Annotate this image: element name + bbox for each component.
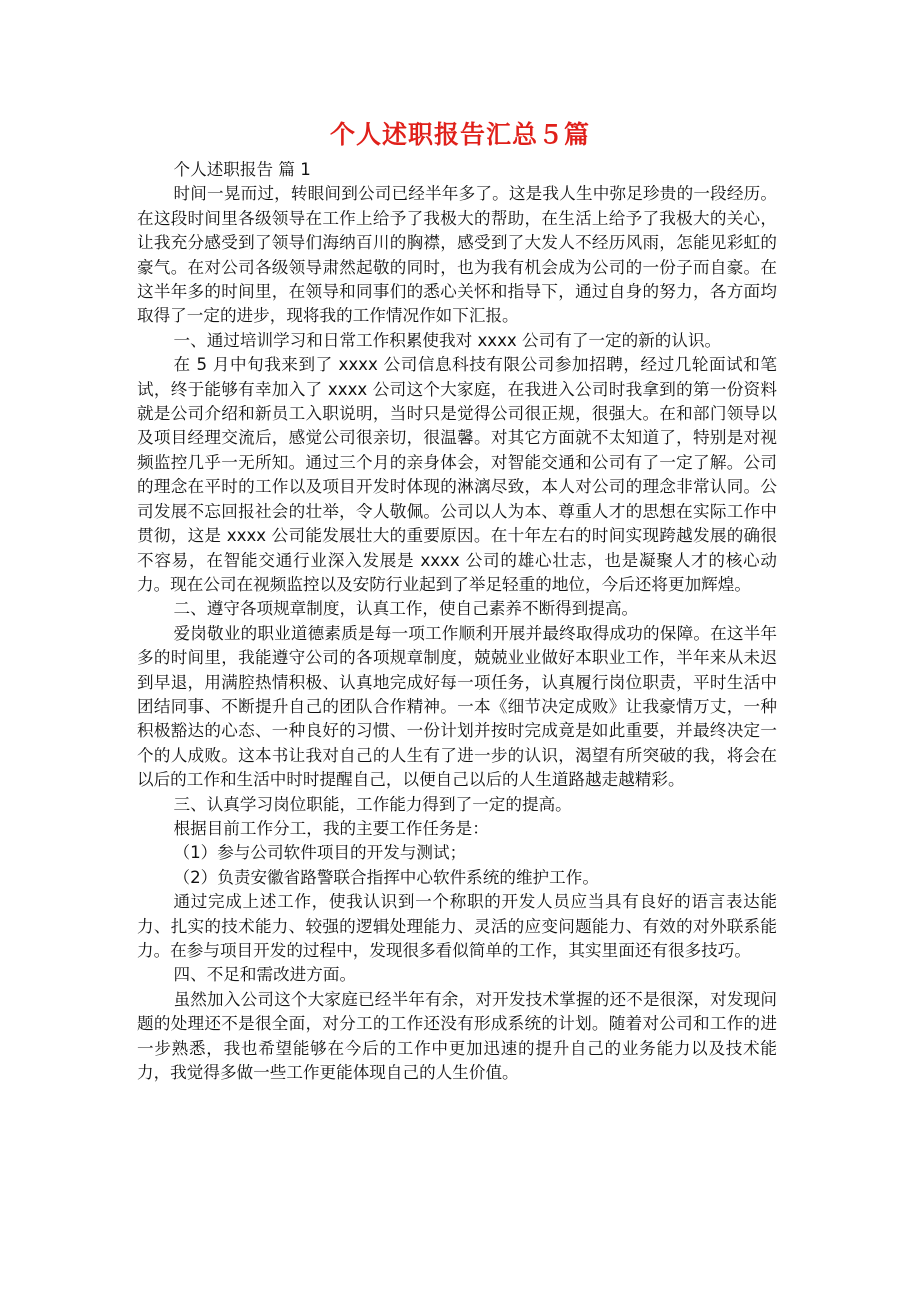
paragraph-heading-4: 四、不足和需改进方面。 [173, 965, 357, 985]
paragraph-heading-1: 一、通过培训学习和日常工作积累使我对 xxxx 公司有了一定的新的认识。 [173, 330, 722, 350]
paragraph-improvement: 虽然加入公司这个大家庭已经半年有余，对开发技术掌握的还不是很深，对发现问题的处理还不是很全面，对分工的工作还没有形成系统的计划。随着对公司和工作的进一步熟悉，我也希望能够在今后的工作中更加迅速的提升自己的业务能力以及技术能力，我觉得多做一些工作更能体现自己的人生价值。 [137, 989, 777, 1083]
document-body [137, 158, 777, 1085]
document-title: 个人述职报告汇总５篇 [329, 120, 590, 149]
paragraph-company: 在 5 月中旬我来到了 xxxx 公司信息科技有限公司参加招聘，经过几轮面试和笔试，终于能够有幸加入了 xxxx 公司这个大家庭，在我进入公司时我拿到的第一份资料就是公司介绍和新员工入职说明，当时只是觉得公司很正规，很强大。在和部门领导以及项目经理交流后，感觉公司很亲切，很温馨。对其它方面就不太知道了，特别是对视频监控几乎一无所知。通过三个月的亲身体会，对智能交通和公司有了一定了解。公司的理念在平时的工作以及项目开发时体现的淋漓尽致，本人对公司的理念非常认同。公司发展不忘回报社会的壮举，令人敬佩。公司以人为本、尊重人才的思想在实际工作中贯彻，这是 xxxx 公司能发展壮大的重要原因。在十年左右的时间实现跨越发展的确很不容易，在智能交通行业深入发展是 xxxx 公司的雄心壮志，也是凝聚人才的核心动力。现在公司在视频监控以及安防行业起到了举足轻重的地位，今后还将更加辉煌。 [137, 355, 777, 594]
paragraph-intro: 时间一晃而过，转眼间到公司已经半年多了。这是我人生中弥足珍贵的一段经历。在这段时间里各级领导在工作上给予了我极大的帮助，在生活上给予了我极大的关心，让我充分感受到了领导们海纳百川的胸襟，感受到了大发人不经历风雨，怎能见彩虹的豪气。在对公司各级领导肃然起敬的同时，也为我有机会成为公司的一份子而自豪。在这半年多的时间里，在领导和同事们的悉心关怀和指导下，通过自身的努力，各方面均取得了一定的进步，现将我的工作情况作如下汇报。 [137, 184, 777, 326]
list-item-task-1: （1）参与公司软件项目的开发与测试； [173, 843, 467, 863]
paragraph-skills: 通过完成上述工作，使我认识到一个称职的开发人员应当具有良好的语言表达能力、扎实的技术能力、较强的逻辑处理能力、灵活的应变问题能力、有效的对外联系能力。在参与项目开发的过程中，发现很多看似简单的工作，其实里面还有很多技巧。 [137, 892, 777, 960]
paragraph-heading-3: 三、认真学习岗位职能，工作能力得到了一定的提高。 [173, 794, 572, 814]
section-heading: 个人述职报告 篇 1 [173, 160, 311, 179]
paragraph-dedication: 爱岗敬业的职业道德素质是每一项工作顺利开展并最终取得成功的保障。在这半年多的时间里，我能遵守公司的各项规章制度，兢兢业业做好本职业工作，半年来从未迟到早退，用满腔热情积极、认真地完成好每一项任务，认真履行岗位职责，平时生活中团结同事、不断提升自己的团队合作精神。一本《细节决定成败》让我豪情万丈，一种积极豁达的心态、一种良好的习惯、一份计划并按时完成竟是如此重要，并最终决定一个的人成败。这本书让我对自己的人生有了进一步的认识，渴望有所突破的我，将会在以后的工作和生活中时时提醒自己，以便自己以后的人生道路越走越精彩。 [137, 623, 777, 790]
paragraph-tasks-intro: 根据目前工作分工，我的主要工作任务是： [173, 818, 489, 838]
list-item-task-2: （2）负责安徽省路警联合指挥中心软件系统的维护工作。 [173, 867, 599, 887]
paragraph-heading-2: 二、遵守各项规章制度，认真工作，使自己素养不断得到提高。 [173, 599, 639, 619]
